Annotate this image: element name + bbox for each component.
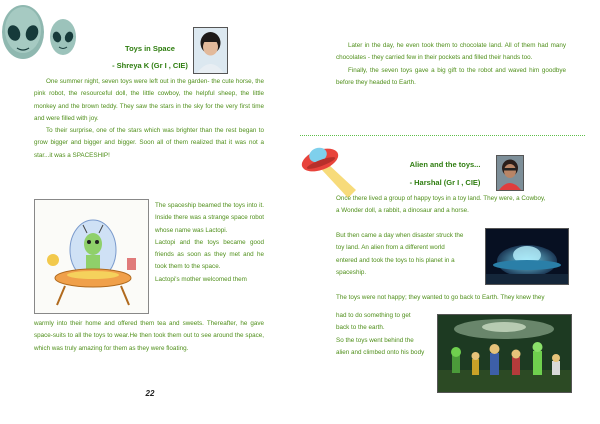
story-line: alien and climbed onto his body — [336, 348, 425, 356]
author-photo — [193, 27, 228, 74]
story-paragraph: warmly into their home and offered them tea and sweets. Thereafter, he gave space-suits to all the toys to wear.He then took them out to see around the space, which was truly amazing for them as they were floating. — [34, 320, 264, 352]
section-divider — [300, 135, 585, 136]
toys-scene-image — [437, 314, 572, 393]
story-paragraph: The spaceship beamed the toys into it. Inside there was a strange space robot whose name was Lactopi. — [155, 202, 264, 234]
story-title: Toys in Space — [125, 44, 175, 53]
child-drawing — [34, 199, 149, 314]
story-paragraph: Later in the day, he even took them to chocolate land. All of them had many chocolates - they carried few in their pockets and filled their hands too. — [336, 42, 566, 62]
spaceship-image — [485, 228, 569, 285]
story-paragraph: Finally, the seven toys gave a big gift to the robot and waved him goodbye before they headed to Earth. — [336, 66, 566, 86]
story-author: - Shreya K (Gr I , CIE) — [112, 61, 188, 70]
story-line: had to do something to get — [336, 312, 411, 319]
story-line: Once there lived a group of happy toys in a toy land. They were, a Cowboy, — [336, 195, 546, 202]
story-line: spaceship. — [336, 268, 367, 276]
alien-head-icon — [0, 2, 46, 64]
story-line: toy land. An alien from a different world — [336, 244, 445, 252]
story-title: Alien and the toys... — [409, 160, 481, 169]
story-paragraph: Lactopi's mother welcomed them — [155, 275, 247, 283]
story-paragraph: Lactopi and the toys became good friends as soon as they met and he took them to the space. — [155, 238, 264, 271]
story-line: So the toys went behind the — [336, 336, 414, 344]
story-line: The toys were not happy; they wanted to go back to Earth. They knew they — [336, 294, 545, 301]
story-line: back to the earth. — [336, 324, 385, 332]
page-number: 22 — [145, 389, 155, 398]
story-author: - Harshal (Gr I , CIE) — [409, 178, 481, 187]
story-line: entered and took the toys to his planet in a — [336, 256, 455, 264]
story-line: But then came a day when disaster struck the — [336, 232, 464, 239]
story-paragraph: One summer night, seven toys were left out in the garden- the cute horse, the pink robot, the resourceful doll, the little cowboy, the helpful sheep, the little monkey and the brown teddy. They saw the stars in the sky for the very first time and were filled with joy. — [34, 78, 264, 122]
story-line: a Wonder doll, a rabbit, a dinosaur and a horse. — [336, 207, 469, 215]
story-paragraph: To their surprise, one of the stars which was brighter than the rest began to grow bigger and bigger and bigger. Soon all of them realized that it was not a star...it was a SPACESHIP! — [34, 127, 264, 159]
author-photo — [496, 155, 524, 191]
alien-head-small-icon — [48, 17, 78, 57]
ufo-icon — [300, 140, 360, 200]
